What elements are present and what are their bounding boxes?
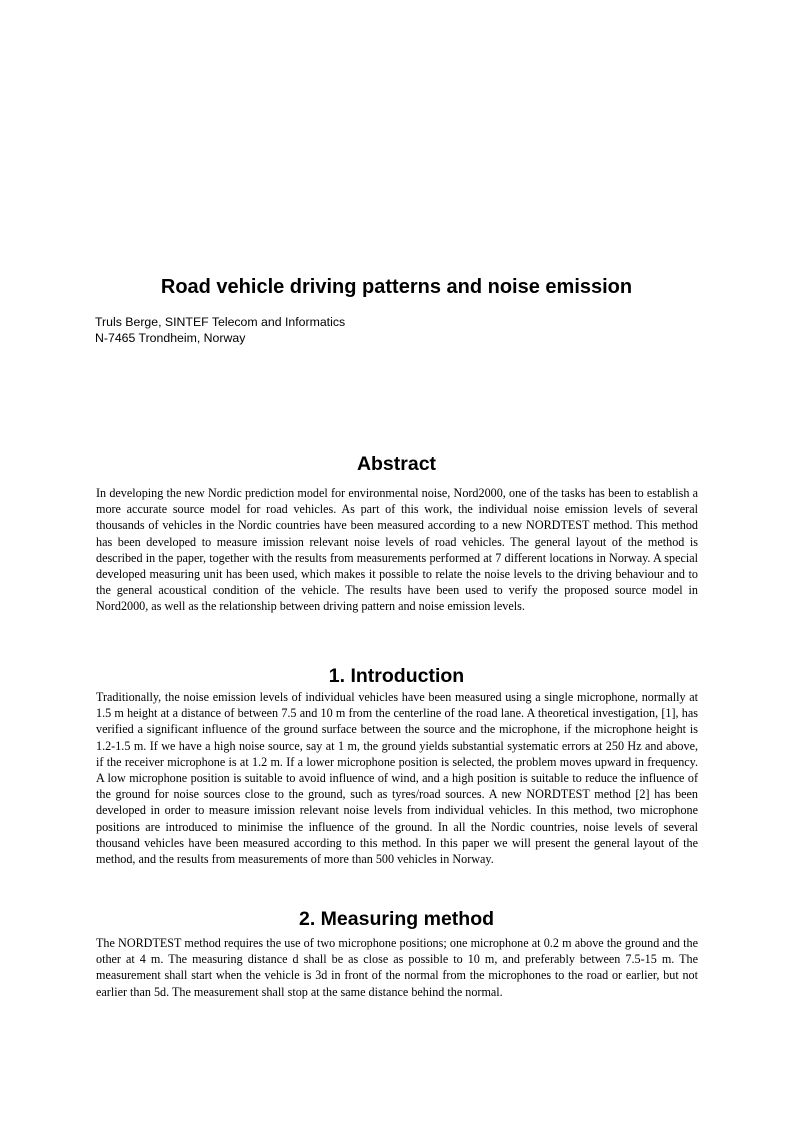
paper-title: Road vehicle driving patterns and noise emission — [160, 276, 633, 298]
author-affiliation: Truls Berge, SINTEF Telecom and Informatics — [95, 315, 346, 329]
measuring-method-text: The NORDTEST method requires the use of two microphone positions; one microphone at 0.2 m above the ground and the other at 4 m. The measuring distance d shall be as close as possible to 10 m, and preferably between 7.5-15 m. The measurement shall start when the vehicle is 3d in front of the normal from the microphones to the road or earlier, but not earlier than 5d. The measurement shall stop at the same distance behind the normal. — [96, 936, 698, 999]
abstract-text: In developing the new Nordic prediction model for environmental noise, Nord2000, one of the tasks has been to establish a more accurate source model for road vehicles. As part of this work, the individual noise emission levels of several thousands of vehicles in the Nordic countries have been measured according to a new NORDTEST method. This method has been developed to measure imission relevant noise levels of road vehicles. The general layout of the method is described in the paper, together with the results from measurements performed at 7 different locations in Norway. A special developed measuring unit has been used, which makes it possible to relate the noise levels to the driving behaviour and to the general acoustical condition of the vehicle. The results have been used to verify the proposed source model in Nord2000, as well as the relationship between driving pattern and noise emission levels. — [96, 486, 698, 614]
author-block — [95, 315, 345, 346]
measuring-method-heading: 2. Measuring method — [298, 908, 495, 930]
introduction-heading: 1. Introduction — [328, 665, 465, 687]
abstract-heading: Abstract — [356, 453, 437, 475]
author-address: N-7465 Trondheim, Norway — [95, 330, 246, 345]
introduction-text: Traditionally, the noise emission levels of individual vehicles have been measured using a single microphone, normally at 1.5 m height at a distance of between 7.5 and 10 m from the centerline of the road lane. A theoretical investigation, [1], has verified a significant influence of the ground surface between the source and the microphone, if the microphone height is 1.2-1.5 m. If we have a high noise source, say at 1 m, the ground yields substantial systematic errors at 250 Hz and above, if the receiver microphone is at 1.2 m. If a lower microphone position is selected, the problem moves upward in frequency. A low microphone position is suitable to avoid influence of wind, and a high position is suitable to reduce the influence of the ground for noise sources close to the ground, such as tyres/road sources. A new NORDTEST method [2] has been developed in order to measure imission relevant noise levels from individual vehicles. In this method, two microphone positions are introduced to minimise the influence of the ground. In all the Nordic countries, noise levels of several thousand vehicles have been measured according to this method. In this paper we will present the general layout of the method, and the results from measurements of more than 500 vehicles in Norway. — [96, 690, 698, 867]
